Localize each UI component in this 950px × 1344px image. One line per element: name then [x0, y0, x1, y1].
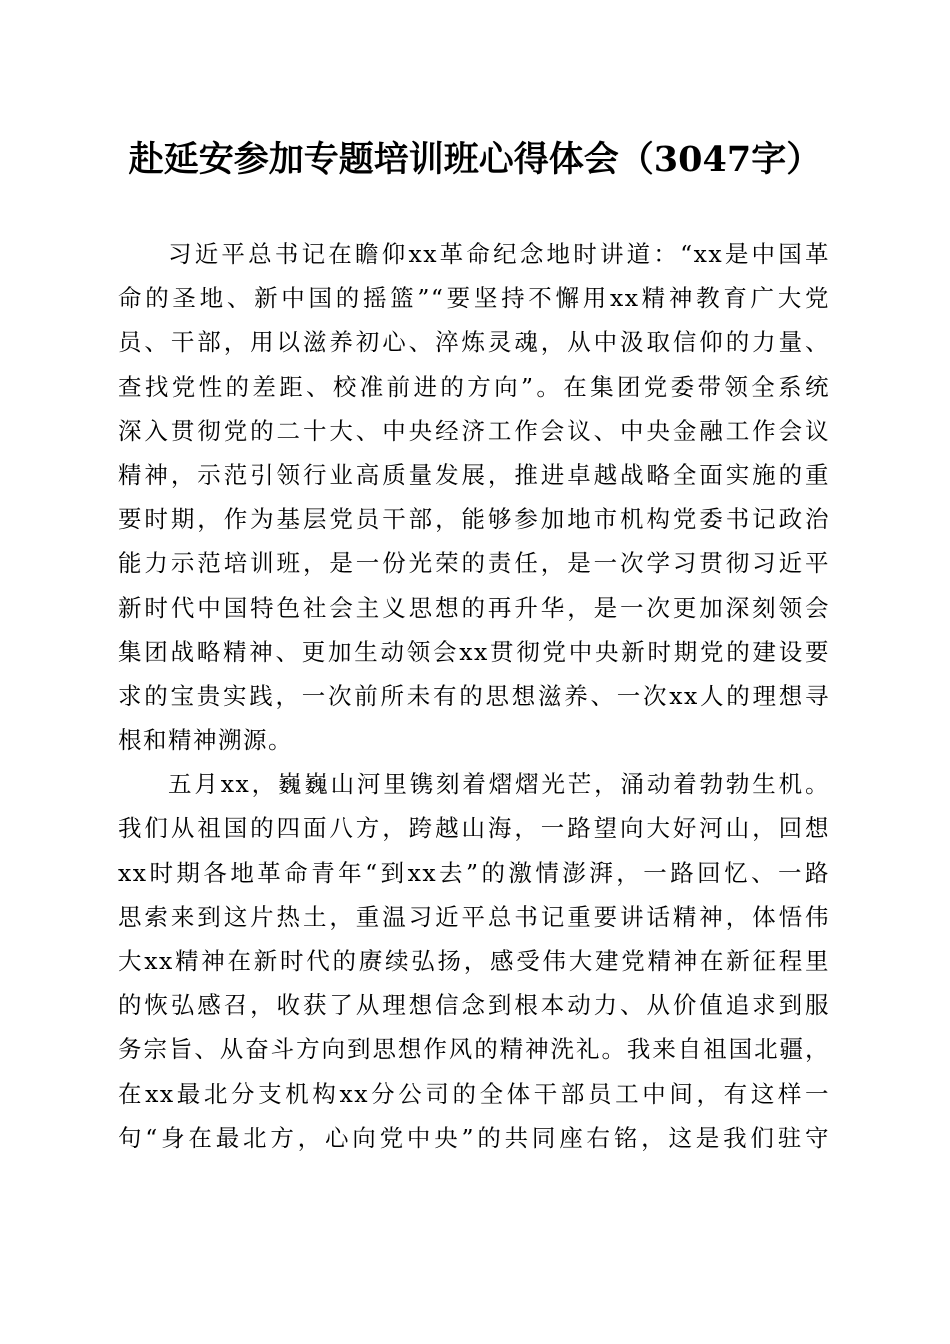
text-line: 命的圣地、新中国的摇篮”“要坚持不懈用xx精神教育广大党	[118, 284, 830, 313]
text-line: 精神，示范引领行业高质量发展，推进卓越战略全面实施的重	[118, 460, 830, 489]
text-line: 的恢弘感召，收获了从理想信念到根本动力、从价值追求到服	[118, 991, 830, 1020]
text-line: 五月xx，巍巍山河里镌刻着熠熠光芒，涌动着勃勃生机。	[168, 770, 830, 799]
text-line: 求的宝贵实践，一次前所未有的思想滋养、一次xx人的理想寻	[118, 681, 830, 710]
text-line: 员、干部，用以滋养初心、淬炼灵魂，从中汲取信仰的力量、	[118, 328, 830, 357]
document-title: 赴延安参加专题培训班心得体会（3047字）	[128, 139, 822, 180]
text-line: 句“身在最北方，心向党中央”的共同座右铭，这是我们驻守	[118, 1123, 830, 1152]
text-line: 务宗旨、从奋斗方向到思想作风的精神洗礼。我来自祖国北疆，	[118, 1035, 830, 1064]
text-line: 深入贯彻党的二十大、中央经济工作会议、中央金融工作会议	[118, 416, 830, 445]
text-line: 根和精神溯源。	[118, 726, 293, 755]
text-line: 大xx精神在新时代的赓续弘扬，感受伟大建党精神在新征程里	[118, 947, 830, 975]
paragraph-1	[118, 232, 830, 762]
document-body	[118, 232, 830, 1160]
text-line: 新时代中国特色社会主义思想的再升华，是一次更加深刻领会	[118, 593, 830, 622]
text-line: xx时期各地革命青年“到xx去”的激情澎湃，一路回忆、一路	[118, 858, 830, 887]
text-line: 习近平总书记在瞻仰xx革命纪念地时讲道：“xx是中国革	[168, 240, 830, 268]
text-line: 思索来到这片热土，重温习近平总书记重要讲话精神，体悟伟	[118, 902, 830, 931]
text-line: 集团战略精神、更加生动领会xx贯彻党中央新时期党的建设要	[118, 637, 830, 666]
paragraph-2	[118, 762, 830, 1160]
text-line: 查找党性的差距、校准前进的方向”。在集团党委带领全系统	[118, 372, 830, 401]
text-line: 在xx最北分支机构xx分公司的全体干部员工中间，有这样一	[118, 1079, 830, 1108]
text-line: 能力示范培训班，是一份光荣的责任，是一次学习贯彻习近平	[118, 549, 830, 578]
text-line: 要时期，作为基层党员干部，能够参加地市机构党委书记政治	[118, 505, 830, 534]
text-line: 我们从祖国的四面八方，跨越山海，一路望向大好河山，回想	[118, 814, 830, 843]
